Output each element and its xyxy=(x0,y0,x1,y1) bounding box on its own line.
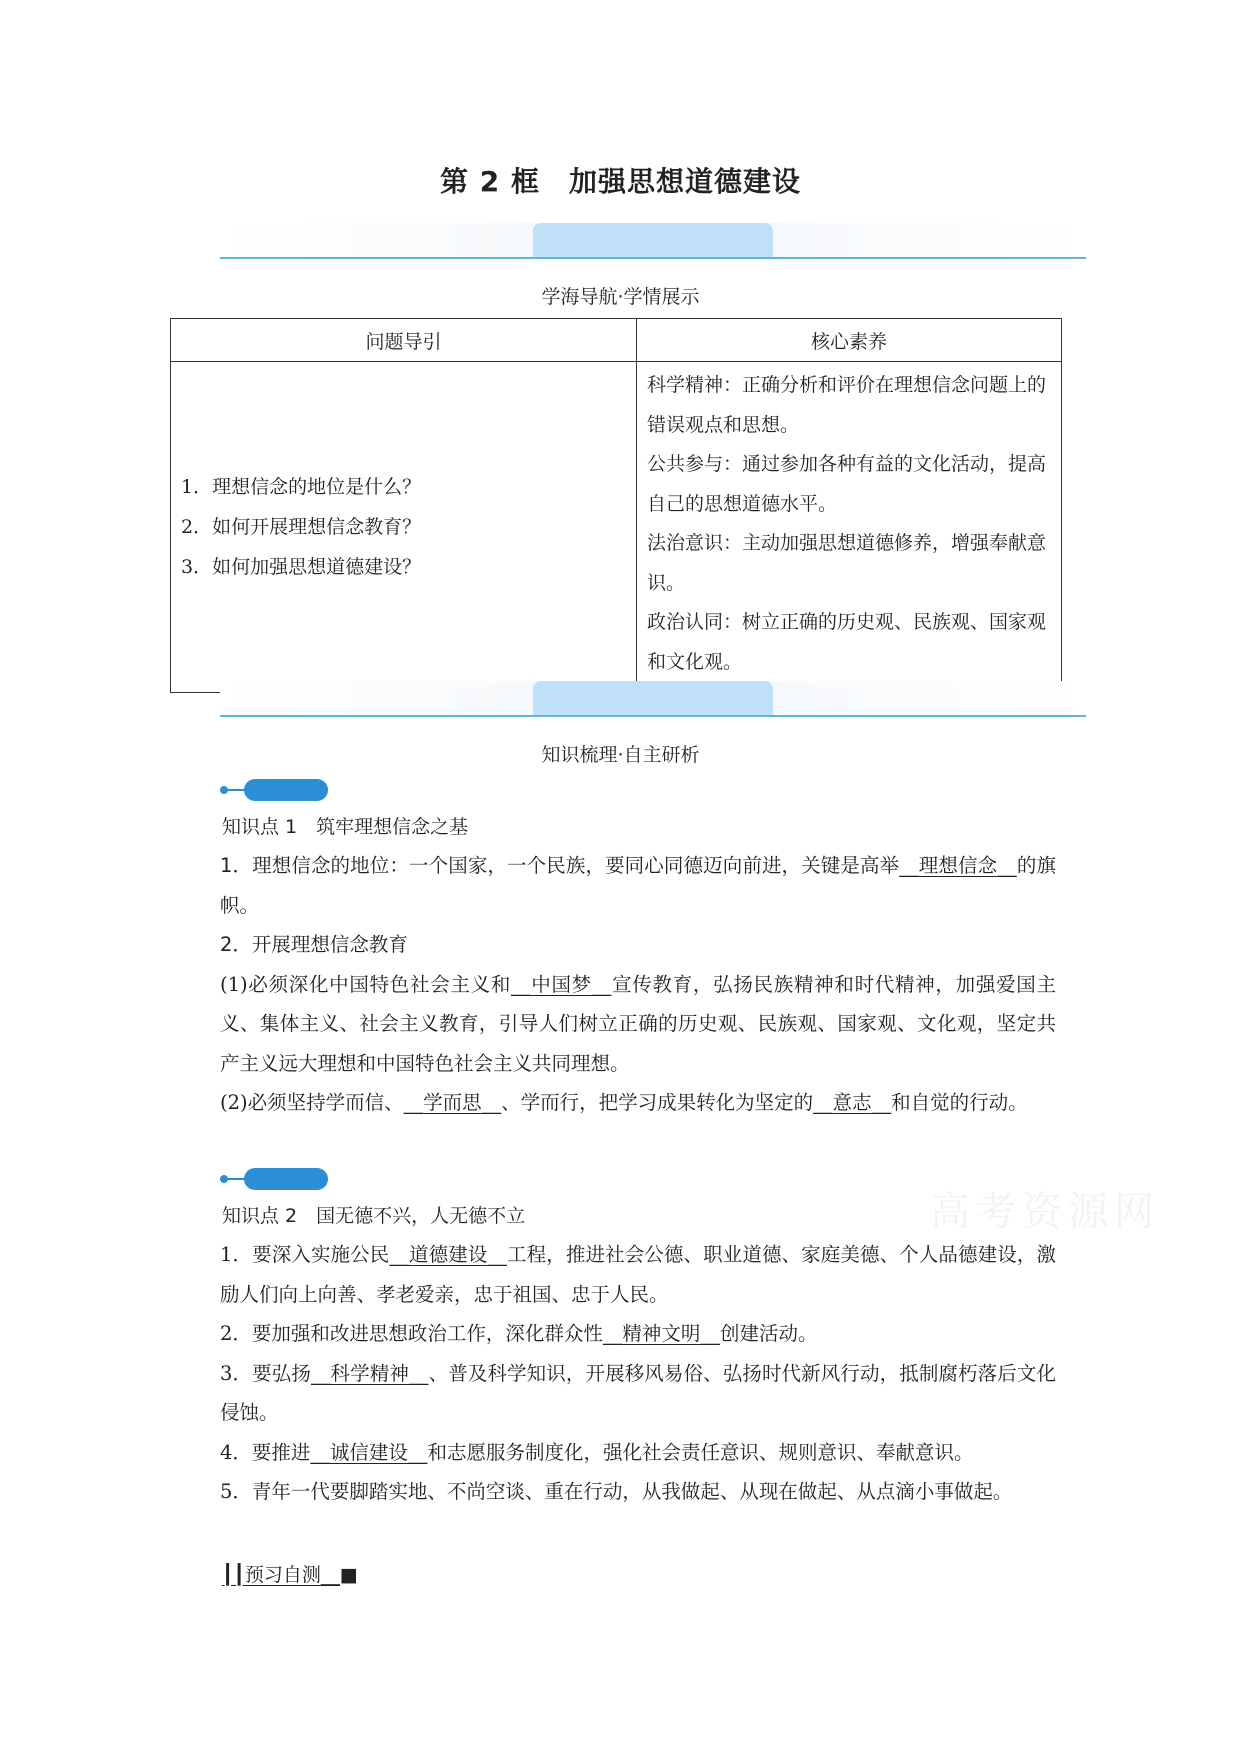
answer-blank: __意志__ xyxy=(813,1091,892,1114)
answer-blank: __学而思__ xyxy=(403,1091,502,1114)
preview-label: 预习自测 xyxy=(244,1564,321,1586)
literacy-label: 科学精神： xyxy=(647,374,743,396)
kp1-p1-text: 一个国家，一个民族，要同心同德迈向前进，关键是高举 xyxy=(409,854,900,877)
knowledge-section-label: 知识梳理·自主研析 xyxy=(541,744,700,766)
literacy-cell xyxy=(637,362,1062,693)
question-item: 1．理想信念的地位是什么？ xyxy=(181,476,422,498)
literacy-text: 正确分析和评价在理想信念问题上的错误观点和思想。 xyxy=(647,374,1047,436)
kp2-paragraph-5: 5．青年一代要脚踏实地、不尚空谈、重在行动，从我做起、从现在做起、从点滴小事做起。 xyxy=(220,1480,1013,1503)
table-header-literacy: 核心素养 xyxy=(637,319,1062,362)
literacy-item xyxy=(647,445,1051,524)
literacy-label: 政治认同： xyxy=(647,611,743,633)
square-icon: ■ xyxy=(339,1564,358,1586)
kp1-p1-label: 1．理想信念的地位： xyxy=(220,854,409,877)
kp2-paragraph-3: 3．要弘扬__科学精神__、普及科学知识，开展移风易俗、弘扬时代新风行动，抵制腐朽落后文化侵蚀。 xyxy=(220,1361,1056,1424)
kp2-paragraph-4: 4．要推进__诚信建设__和志愿服务制度化，强化社会责任意识、规则意识、奉献意识。 xyxy=(220,1440,974,1464)
answer-blank: __中国梦__ xyxy=(511,972,612,996)
literacy-item xyxy=(647,366,1051,445)
literacy-label: 法治意识： xyxy=(647,532,743,554)
answer-blank: __道德建设__ xyxy=(389,1243,507,1266)
preview-marker: ┃┃ xyxy=(222,1564,245,1586)
answer-blank: __精神文明__ xyxy=(602,1322,720,1345)
kp1-paragraph-1 xyxy=(178,846,1056,925)
answer-blank: __诚信建设__ xyxy=(310,1440,428,1464)
watermark: 高考资源网 xyxy=(930,1189,1160,1235)
literacy-text: 通过参加各种有益的文化活动，提高自己的思想道德水平。 xyxy=(647,453,1047,515)
kp2-body xyxy=(178,1235,1056,1512)
kp1-body xyxy=(178,846,1056,1123)
kp2-paragraph-1: 1．要深入实施公民__道德建设__工程，推进社会公德、职业道德、家庭美德、个人品德建设，激励人们向上向善、孝老爱亲，忠于祖国、忠于人民。 xyxy=(220,1243,1056,1306)
literacy-item xyxy=(647,524,1051,603)
kp1-title: 知识点 1 筑牢理想信念之基 xyxy=(222,816,469,838)
question-item: 3．如何加强思想道德建设？ xyxy=(181,556,422,578)
literacy-text: 主动加强思想道德修养，增强奉献意识。 xyxy=(647,532,1047,594)
page-title: 第 2 框 加强思想道德建设 xyxy=(440,165,801,198)
kp1-paragraph-2: 2．开展理想信念教育 xyxy=(220,933,408,956)
section-band-nav xyxy=(220,223,1086,259)
questions-cell xyxy=(171,362,637,693)
nav-section-label: 学海导航·学情展示 xyxy=(541,286,700,308)
literacy-item xyxy=(647,603,1051,682)
kp2-marker-pill xyxy=(244,1168,328,1190)
answer-blank: __理想信念__ xyxy=(899,854,1017,877)
question-item: 2．如何开展理想信念教育？ xyxy=(181,516,422,538)
table-header-questions: 问题导引 xyxy=(171,319,637,362)
kp1-paragraph-4: (2)必须坚持学而信、__学而思__、学而行，把学习成果转化为坚定的__意志__和自觉的行动。 xyxy=(220,1091,1028,1114)
kp1-marker-pill xyxy=(244,779,328,801)
section-band-knowledge xyxy=(220,681,1086,717)
literacy-label: 公共参与： xyxy=(647,453,743,475)
kp1-marker-line xyxy=(226,789,246,791)
literacy-text: 树立正确的历史观、民族观、国家观和文化观。 xyxy=(647,611,1047,673)
kp1-paragraph-3: (1)必须深化中国特色社会主义和__中国梦__宣传教育，弘扬民族精神和时代精神，加强爱国主义、集体主义、社会主义教育，引导人们树立正确的历史观、民族观、国家观、文化观，坚定共产主义远大理想和中国特色社会主义共同理想。 xyxy=(220,972,1056,1075)
preview-heading: ┃┃预习自测__■ xyxy=(222,1564,358,1586)
kp1-p1-tail: 的旗帜。 xyxy=(220,854,1056,917)
answer-blank: __科学精神__ xyxy=(310,1361,429,1385)
kp2-paragraph-2: 2．要加强和改进思想政治工作，深化群众性__精神文明__创建活动。 xyxy=(220,1322,818,1345)
guide-table xyxy=(170,318,1062,693)
kp2-marker-line xyxy=(226,1178,246,1180)
kp2-title: 知识点 2 国无德不兴，人无德不立 xyxy=(222,1205,526,1227)
